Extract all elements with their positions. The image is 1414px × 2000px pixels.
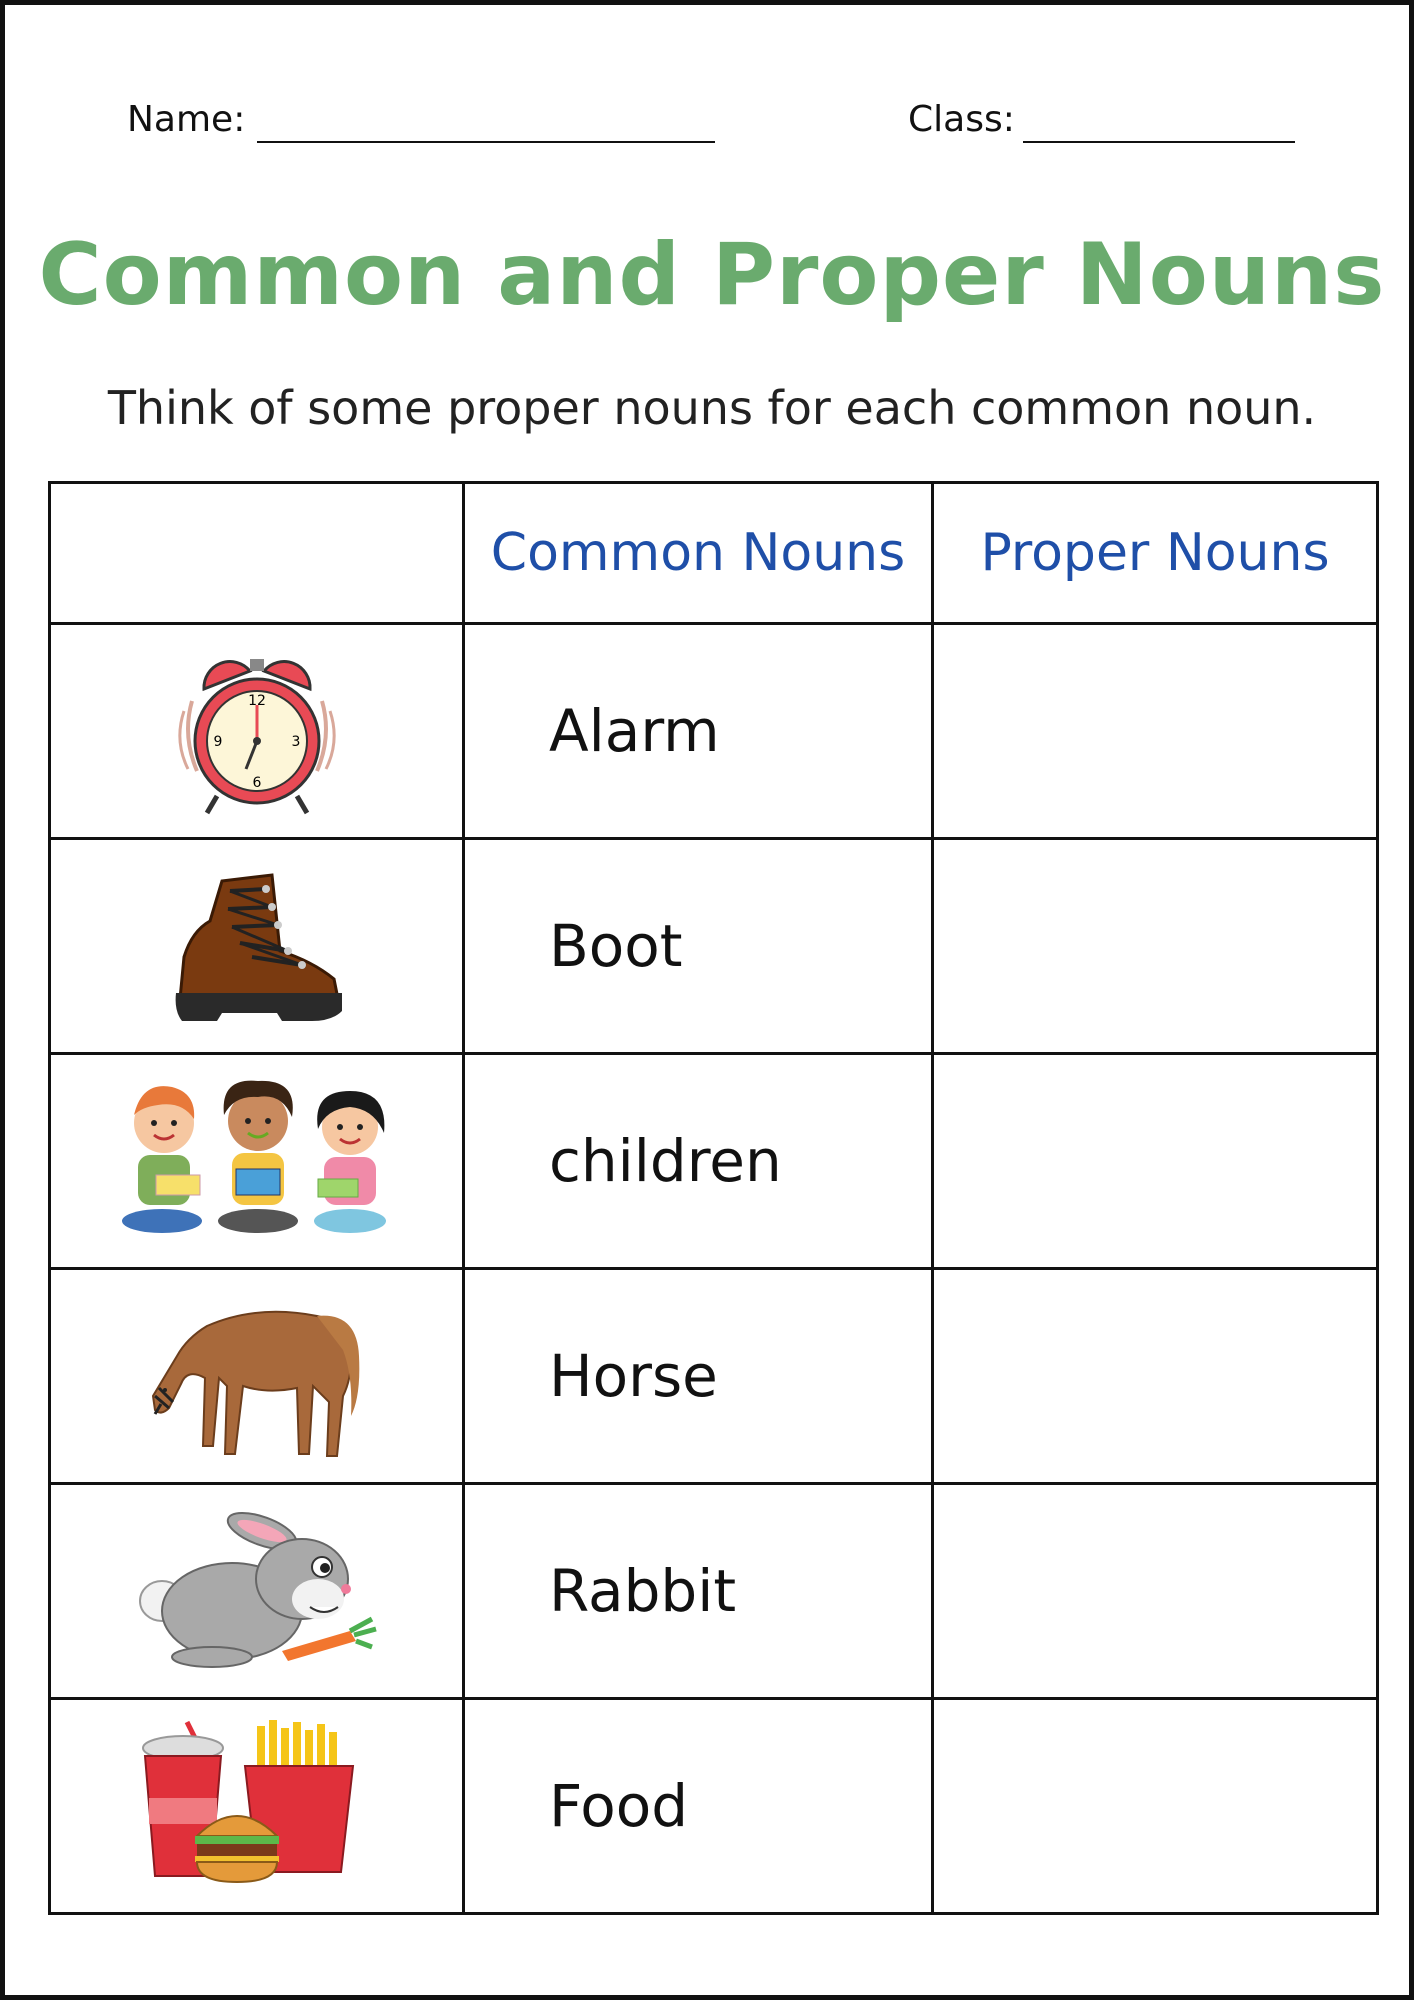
proper-noun-answer-cell[interactable] [933,1054,1378,1269]
table-row [50,1269,1378,1484]
table-row [50,1054,1378,1269]
page-title: Common and Proper Nouns [38,225,1386,325]
boot-icon [162,861,352,1031]
proper-nouns-header: Proper Nouns [933,483,1378,624]
picture-cell [50,1699,464,1914]
svg-text:9: 9 [213,734,222,750]
picture-column-header [50,483,464,624]
svg-text:6: 6 [252,775,261,791]
common-noun-cell: Food [464,1699,933,1914]
rabbit-icon [132,1501,382,1681]
table-row [50,839,1378,1054]
name-label: Name: [127,99,246,140]
alarm-clock-icon [162,641,352,821]
proper-noun-answer-cell[interactable] [933,1699,1378,1914]
class-label: Class: [908,99,1015,140]
picture-cell [50,1054,464,1269]
common-noun-cell: Horse [464,1269,933,1484]
children-icon [112,1071,402,1251]
common-noun-cell: Rabbit [464,1484,933,1699]
class-field[interactable] [1023,141,1295,143]
table-row [50,1699,1378,1914]
picture-cell [50,839,464,1054]
table-row [50,624,1378,839]
common-noun-cell: Alarm [464,624,933,839]
svg-text:3: 3 [291,734,300,750]
common-noun-cell: children [464,1054,933,1269]
svg-text:12: 12 [247,693,266,709]
nouns-table [48,481,1379,1915]
proper-noun-answer-cell[interactable] [933,839,1378,1054]
common-noun-cell: Boot [464,839,933,1054]
table-row [50,1484,1378,1699]
picture-cell [50,1484,464,1699]
proper-noun-answer-cell[interactable] [933,1269,1378,1484]
picture-cell [50,1269,464,1484]
horse-icon [147,1286,367,1466]
proper-noun-answer-cell[interactable] [933,1484,1378,1699]
instructions-text: Think of some proper nouns for each common noun. [107,381,1317,435]
name-field[interactable] [257,141,715,143]
picture-cell [50,624,464,839]
common-nouns-header: Common Nouns [464,483,933,624]
food-icon [137,1716,377,1896]
proper-noun-answer-cell[interactable] [933,624,1378,839]
table-header-row [50,483,1378,624]
